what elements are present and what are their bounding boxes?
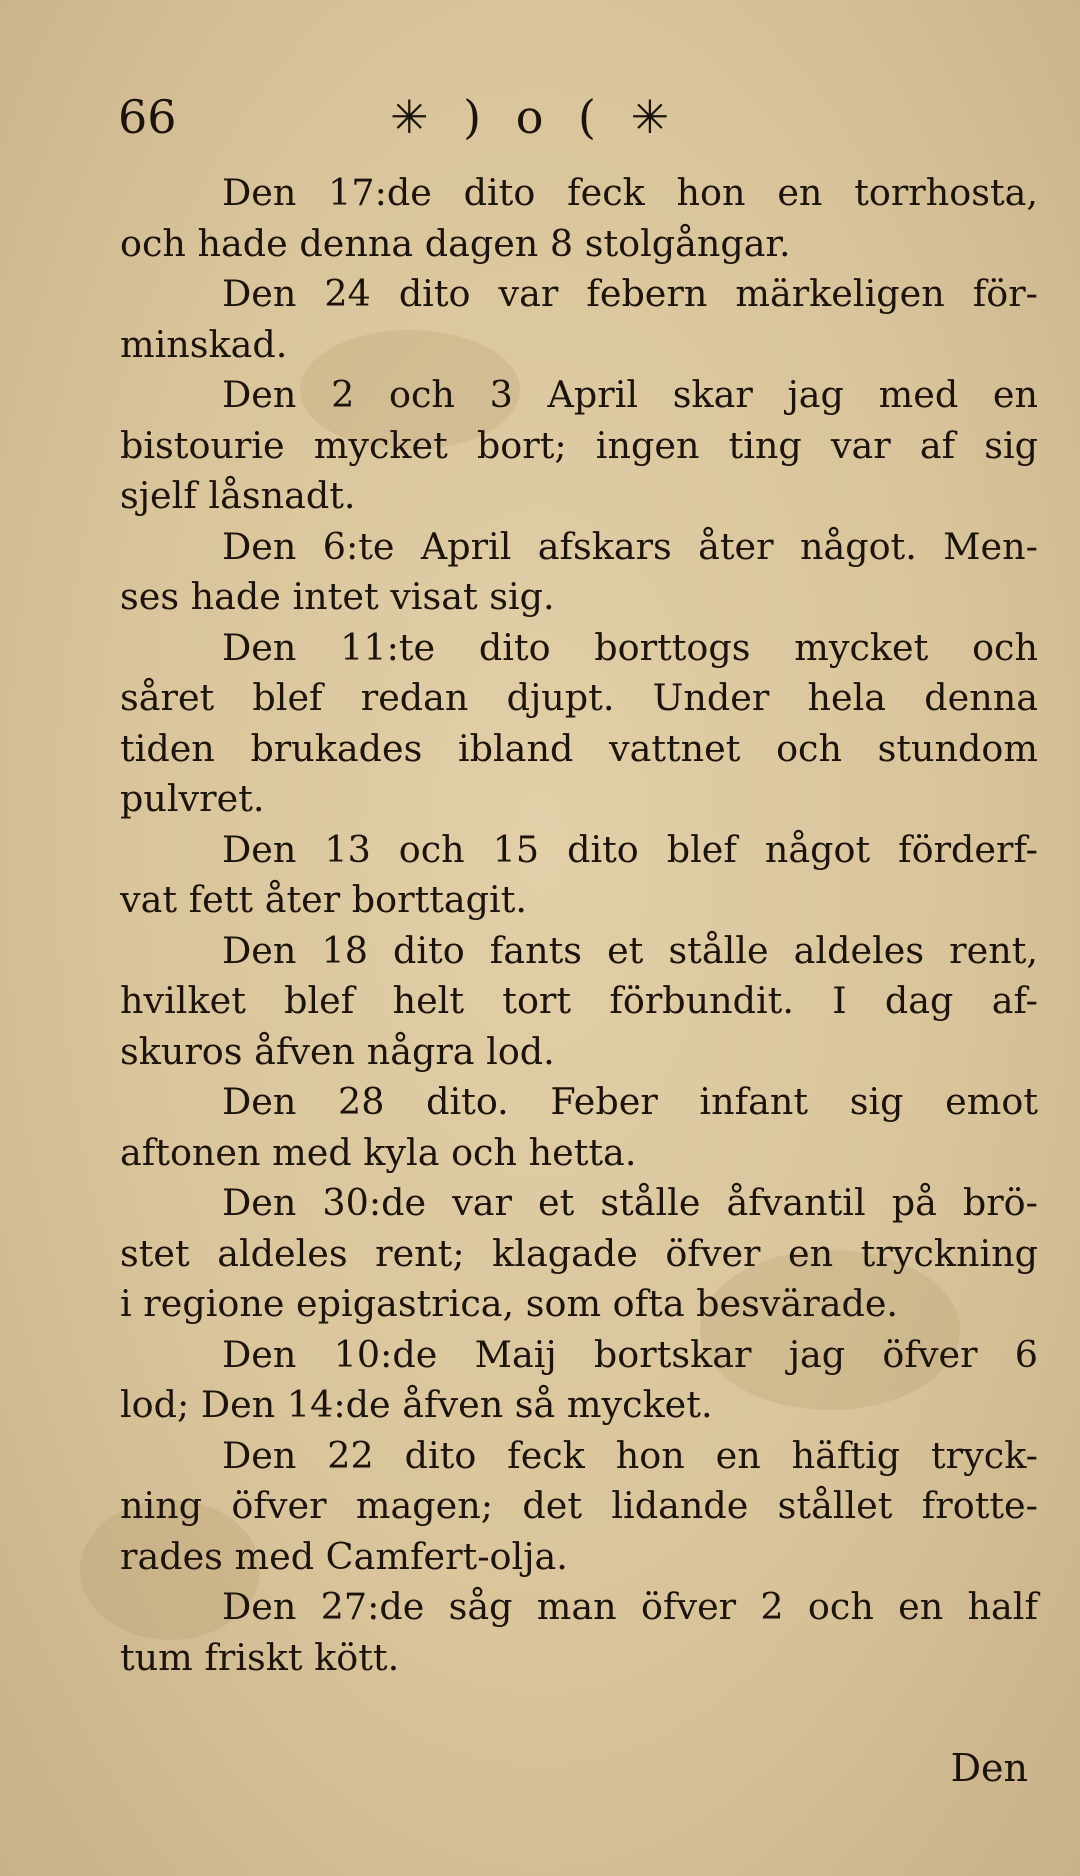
- text-line: Den 22 dito feck hon en häftig tryck-: [222, 1433, 1038, 1477]
- text-line: sjelf låsnadt.: [120, 474, 356, 517]
- text-line: hvilket blef helt tort förbundit. I dag af-: [120, 979, 1038, 1022]
- text-line: pulvret.: [120, 777, 265, 820]
- text-line: minskad.: [120, 322, 288, 366]
- text-line: Den 30:de var et stålle åfvantil på brö-: [222, 1181, 1038, 1224]
- text-line: Den 24 dito var febern märkeligen för-: [222, 272, 1038, 315]
- text-line: såret blef redan djupt. Under hela denna: [120, 676, 1038, 719]
- text-line: aftonen med kyla och hetta.: [120, 1130, 637, 1174]
- text-line: vat fett åter borttagit.: [120, 878, 527, 921]
- text-line: Den 13 och 15 dito blef något förderf-: [222, 827, 1038, 871]
- text-line: Den 11:te dito borttogs mycket och: [222, 625, 1038, 669]
- text-line: stet aldeles rent; klagade öfver en tryckning: [120, 1231, 1038, 1275]
- page-header: [0, 82, 1080, 152]
- text-line: Den 28 dito. Feber infant sig emot: [222, 1080, 1038, 1123]
- text-line: tum friskt kött.: [120, 1635, 400, 1679]
- text-line: ning öfver magen; det lidande stållet frotte-: [120, 1484, 1038, 1527]
- text-line: ses hade intet visat sig.: [120, 575, 555, 618]
- text-line: skuros åfven några lod.: [120, 1029, 555, 1073]
- text-line: Den 2 och 3 April skar jag med en: [222, 373, 1038, 416]
- text-line: Den 17:de dito feck hon en torrhosta,: [222, 171, 1038, 214]
- page-number: 66: [118, 90, 177, 144]
- header-ornament: ✳ ) o ( ✳: [390, 90, 680, 144]
- body-text: [120, 168, 1038, 1683]
- text-line: och hade denna dagen 8 stolgångar.: [120, 221, 791, 265]
- catchword: Den: [950, 1746, 1028, 1790]
- text-line: lod; Den 14:de åfven så mycket.: [120, 1383, 713, 1426]
- text-line: bistourie mycket bort; ingen ting var af sig: [120, 423, 1038, 467]
- text-line: tiden brukades ibland vattnet och stundom: [120, 726, 1038, 770]
- text-line: Den 18 dito fants et stålle aldeles rent,: [222, 928, 1038, 972]
- text-line: Den 27:de såg man öfver 2 och en half: [222, 1585, 1038, 1628]
- text-line: rades med Camfert-olja.: [120, 1534, 568, 1578]
- text-line: Den 10:de Maij bortskar jag öfver 6: [222, 1332, 1038, 1376]
- text-line: i regione epigastrica, som ofta besvärade.: [120, 1282, 899, 1325]
- text-line: Den 6:te April afskars åter något. Men-: [222, 524, 1038, 568]
